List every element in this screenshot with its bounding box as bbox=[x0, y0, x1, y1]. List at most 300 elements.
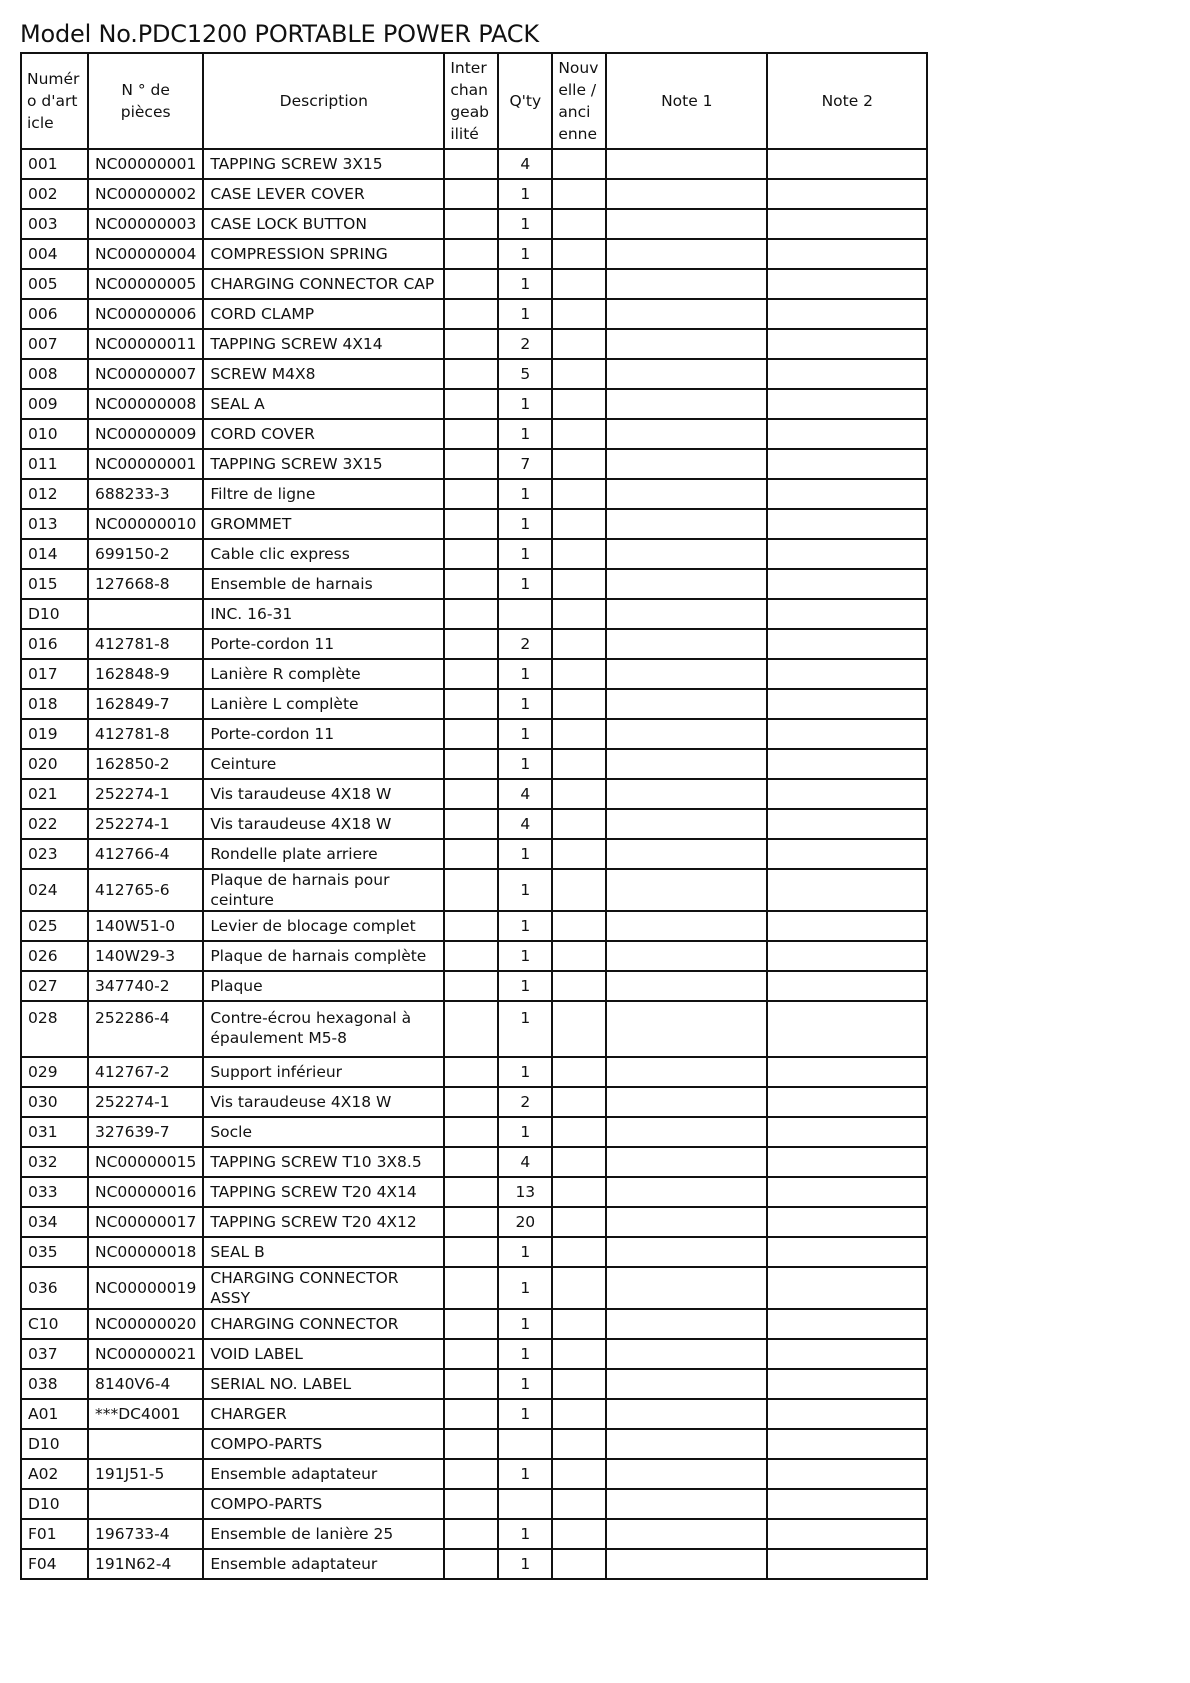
cell-description: Lanière L complète bbox=[203, 689, 444, 719]
cell-description: Vis taraudeuse 4X18 W bbox=[203, 809, 444, 839]
cell-description: TAPPING SCREW T20 4X12 bbox=[203, 1207, 444, 1237]
table-row bbox=[21, 1309, 927, 1339]
cell-qty: 1 bbox=[498, 299, 552, 329]
cell-new-old bbox=[552, 689, 606, 719]
cell-description: Filtre de ligne bbox=[203, 479, 444, 509]
cell-note-2 bbox=[767, 539, 927, 569]
cell-description: SEAL B bbox=[203, 1237, 444, 1267]
cell-interchangeability bbox=[444, 1177, 498, 1207]
cell-part-number: NC00000020 bbox=[88, 1309, 203, 1339]
cell-item-number: 011 bbox=[21, 449, 88, 479]
header-interchangeability: Interchangeabilité bbox=[444, 53, 498, 149]
cell-note-1 bbox=[606, 329, 767, 359]
cell-interchangeability bbox=[444, 719, 498, 749]
cell-item-number: 021 bbox=[21, 779, 88, 809]
cell-qty: 1 bbox=[498, 749, 552, 779]
cell-part-number: NC00000008 bbox=[88, 389, 203, 419]
cell-qty: 1 bbox=[498, 1459, 552, 1489]
cell-note-1 bbox=[606, 629, 767, 659]
cell-qty: 1 bbox=[498, 209, 552, 239]
cell-item-number: 027 bbox=[21, 971, 88, 1001]
table-row bbox=[21, 1399, 927, 1429]
table-row bbox=[21, 809, 927, 839]
cell-description: CHARGING CONNECTOR bbox=[203, 1309, 444, 1339]
cell-note-1 bbox=[606, 539, 767, 569]
table-row bbox=[21, 1519, 927, 1549]
cell-note-1 bbox=[606, 1459, 767, 1489]
cell-note-2 bbox=[767, 869, 927, 911]
cell-item-number: D10 bbox=[21, 599, 88, 629]
cell-interchangeability bbox=[444, 479, 498, 509]
cell-new-old bbox=[552, 911, 606, 941]
table-row bbox=[21, 719, 927, 749]
cell-item-number: 024 bbox=[21, 869, 88, 911]
cell-new-old bbox=[552, 1309, 606, 1339]
table-row bbox=[21, 1429, 927, 1459]
cell-qty: 1 bbox=[498, 1309, 552, 1339]
cell-note-1 bbox=[606, 1429, 767, 1459]
cell-interchangeability bbox=[444, 149, 498, 179]
cell-note-2 bbox=[767, 629, 927, 659]
cell-description: Plaque de harnais pour ceinture bbox=[203, 869, 444, 911]
cell-item-number: 025 bbox=[21, 911, 88, 941]
cell-item-number: 036 bbox=[21, 1267, 88, 1309]
table-row bbox=[21, 629, 927, 659]
cell-part-number: NC00000017 bbox=[88, 1207, 203, 1237]
cell-note-1 bbox=[606, 599, 767, 629]
cell-interchangeability bbox=[444, 359, 498, 389]
cell-note-1 bbox=[606, 719, 767, 749]
cell-new-old bbox=[552, 1429, 606, 1459]
cell-part-number: 412767-2 bbox=[88, 1057, 203, 1087]
cell-note-2 bbox=[767, 209, 927, 239]
cell-description: TAPPING SCREW T20 4X14 bbox=[203, 1177, 444, 1207]
table-row bbox=[21, 359, 927, 389]
cell-qty: 4 bbox=[498, 149, 552, 179]
table-row bbox=[21, 659, 927, 689]
table-row bbox=[21, 179, 927, 209]
cell-interchangeability bbox=[444, 1117, 498, 1147]
cell-note-2 bbox=[767, 1087, 927, 1117]
cell-interchangeability bbox=[444, 1147, 498, 1177]
cell-note-1 bbox=[606, 659, 767, 689]
cell-interchangeability bbox=[444, 1459, 498, 1489]
cell-qty: 1 bbox=[498, 179, 552, 209]
cell-item-number: F04 bbox=[21, 1549, 88, 1579]
table-row bbox=[21, 749, 927, 779]
cell-qty: 7 bbox=[498, 449, 552, 479]
cell-part-number: 412766-4 bbox=[88, 839, 203, 869]
cell-note-1 bbox=[606, 389, 767, 419]
cell-new-old bbox=[552, 599, 606, 629]
cell-note-2 bbox=[767, 1369, 927, 1399]
cell-new-old bbox=[552, 1459, 606, 1489]
cell-description: Porte-cordon 11 bbox=[203, 629, 444, 659]
table-row bbox=[21, 1087, 927, 1117]
cell-part-number: NC00000003 bbox=[88, 209, 203, 239]
cell-note-2 bbox=[767, 749, 927, 779]
cell-description: CORD CLAMP bbox=[203, 299, 444, 329]
cell-qty: 1 bbox=[498, 719, 552, 749]
cell-note-2 bbox=[767, 569, 927, 599]
cell-new-old bbox=[552, 779, 606, 809]
table-row bbox=[21, 1057, 927, 1087]
cell-part-number: 196733-4 bbox=[88, 1519, 203, 1549]
cell-part-number: 412765-6 bbox=[88, 869, 203, 911]
cell-interchangeability bbox=[444, 299, 498, 329]
cell-qty: 1 bbox=[498, 1339, 552, 1369]
cell-qty: 1 bbox=[498, 1519, 552, 1549]
cell-note-1 bbox=[606, 1519, 767, 1549]
cell-item-number: 014 bbox=[21, 539, 88, 569]
cell-interchangeability bbox=[444, 1267, 498, 1309]
table-header-row bbox=[21, 53, 927, 149]
cell-part-number: 140W51-0 bbox=[88, 911, 203, 941]
cell-interchangeability bbox=[444, 839, 498, 869]
cell-qty: 1 bbox=[498, 839, 552, 869]
cell-note-2 bbox=[767, 1489, 927, 1519]
cell-description: CHARGING CONNECTOR ASSY bbox=[203, 1267, 444, 1309]
table-row bbox=[21, 1489, 927, 1519]
cell-description: Ceinture bbox=[203, 749, 444, 779]
cell-new-old bbox=[552, 809, 606, 839]
cell-note-1 bbox=[606, 1369, 767, 1399]
table-row bbox=[21, 779, 927, 809]
cell-note-1 bbox=[606, 299, 767, 329]
table-row bbox=[21, 539, 927, 569]
cell-part-number: 162849-7 bbox=[88, 689, 203, 719]
table-row bbox=[21, 389, 927, 419]
cell-new-old bbox=[552, 359, 606, 389]
cell-new-old bbox=[552, 1267, 606, 1309]
cell-interchangeability bbox=[444, 869, 498, 911]
table-row bbox=[21, 449, 927, 479]
cell-note-2 bbox=[767, 1057, 927, 1087]
cell-part-number: 140W29-3 bbox=[88, 941, 203, 971]
cell-part-number: NC00000002 bbox=[88, 179, 203, 209]
cell-qty: 1 bbox=[498, 239, 552, 269]
table-row bbox=[21, 419, 927, 449]
cell-note-1 bbox=[606, 941, 767, 971]
cell-qty: 1 bbox=[498, 539, 552, 569]
cell-qty: 13 bbox=[498, 1177, 552, 1207]
cell-note-2 bbox=[767, 1519, 927, 1549]
cell-part-number: 191J51-5 bbox=[88, 1459, 203, 1489]
cell-part-number: 252286-4 bbox=[88, 1001, 203, 1057]
cell-qty: 20 bbox=[498, 1207, 552, 1237]
cell-description: Ensemble adaptateur bbox=[203, 1549, 444, 1579]
cell-note-2 bbox=[767, 1399, 927, 1429]
header-qty: Q'ty bbox=[498, 53, 552, 149]
cell-interchangeability bbox=[444, 1087, 498, 1117]
cell-note-1 bbox=[606, 179, 767, 209]
table-row bbox=[21, 1369, 927, 1399]
cell-part-number: 252274-1 bbox=[88, 1087, 203, 1117]
table-row bbox=[21, 239, 927, 269]
cell-interchangeability bbox=[444, 329, 498, 359]
cell-part-number: 688233-3 bbox=[88, 479, 203, 509]
cell-interchangeability bbox=[444, 629, 498, 659]
cell-item-number: 031 bbox=[21, 1117, 88, 1147]
cell-note-2 bbox=[767, 479, 927, 509]
cell-item-number: D10 bbox=[21, 1429, 88, 1459]
cell-item-number: 020 bbox=[21, 749, 88, 779]
cell-interchangeability bbox=[444, 389, 498, 419]
cell-new-old bbox=[552, 839, 606, 869]
cell-qty: 5 bbox=[498, 359, 552, 389]
cell-note-2 bbox=[767, 719, 927, 749]
cell-interchangeability bbox=[444, 971, 498, 1001]
cell-item-number: 009 bbox=[21, 389, 88, 419]
cell-new-old bbox=[552, 1369, 606, 1399]
cell-part-number: NC00000018 bbox=[88, 1237, 203, 1267]
cell-description: Ensemble de lanière 25 bbox=[203, 1519, 444, 1549]
cell-part-number: 252274-1 bbox=[88, 779, 203, 809]
cell-item-number: 012 bbox=[21, 479, 88, 509]
cell-note-1 bbox=[606, 1207, 767, 1237]
cell-part-number: NC00000015 bbox=[88, 1147, 203, 1177]
cell-note-1 bbox=[606, 1237, 767, 1267]
cell-part-number bbox=[88, 599, 203, 629]
cell-note-2 bbox=[767, 839, 927, 869]
cell-note-2 bbox=[767, 1429, 927, 1459]
cell-qty: 1 bbox=[498, 1057, 552, 1087]
cell-item-number: 037 bbox=[21, 1339, 88, 1369]
cell-qty: 1 bbox=[498, 1369, 552, 1399]
cell-part-number: 412781-8 bbox=[88, 719, 203, 749]
cell-note-1 bbox=[606, 449, 767, 479]
cell-part-number bbox=[88, 1429, 203, 1459]
cell-note-2 bbox=[767, 779, 927, 809]
cell-qty: 1 bbox=[498, 269, 552, 299]
cell-item-number: F01 bbox=[21, 1519, 88, 1549]
cell-interchangeability bbox=[444, 689, 498, 719]
cell-description: CASE LOCK BUTTON bbox=[203, 209, 444, 239]
cell-note-2 bbox=[767, 389, 927, 419]
cell-part-number: 699150-2 bbox=[88, 539, 203, 569]
cell-part-number: NC00000007 bbox=[88, 359, 203, 389]
cell-part-number: 8140V6-4 bbox=[88, 1369, 203, 1399]
cell-interchangeability bbox=[444, 1429, 498, 1459]
cell-note-2 bbox=[767, 941, 927, 971]
cell-item-number: 029 bbox=[21, 1057, 88, 1087]
cell-description: Vis taraudeuse 4X18 W bbox=[203, 1087, 444, 1117]
cell-item-number: 015 bbox=[21, 569, 88, 599]
cell-item-number: 035 bbox=[21, 1237, 88, 1267]
cell-note-2 bbox=[767, 971, 927, 1001]
cell-qty: 1 bbox=[498, 479, 552, 509]
cell-item-number: 026 bbox=[21, 941, 88, 971]
header-note-1: Note 1 bbox=[606, 53, 767, 149]
cell-note-2 bbox=[767, 239, 927, 269]
cell-new-old bbox=[552, 1489, 606, 1519]
cell-note-1 bbox=[606, 911, 767, 941]
cell-part-number: NC00000005 bbox=[88, 269, 203, 299]
cell-description: Lanière R complète bbox=[203, 659, 444, 689]
cell-note-1 bbox=[606, 809, 767, 839]
cell-note-1 bbox=[606, 839, 767, 869]
table-row bbox=[21, 1001, 927, 1057]
cell-description: Porte-cordon 11 bbox=[203, 719, 444, 749]
cell-note-2 bbox=[767, 1177, 927, 1207]
cell-note-1 bbox=[606, 1087, 767, 1117]
cell-item-number: 028 bbox=[21, 1001, 88, 1057]
cell-new-old bbox=[552, 1237, 606, 1267]
cell-interchangeability bbox=[444, 1309, 498, 1339]
cell-new-old bbox=[552, 509, 606, 539]
cell-qty: 1 bbox=[498, 509, 552, 539]
cell-part-number: NC00000019 bbox=[88, 1267, 203, 1309]
cell-interchangeability bbox=[444, 1489, 498, 1519]
cell-note-2 bbox=[767, 1117, 927, 1147]
cell-note-2 bbox=[767, 911, 927, 941]
cell-note-2 bbox=[767, 1001, 927, 1057]
cell-new-old bbox=[552, 239, 606, 269]
table-row bbox=[21, 299, 927, 329]
cell-description: Support inférieur bbox=[203, 1057, 444, 1087]
cell-note-2 bbox=[767, 1309, 927, 1339]
cell-new-old bbox=[552, 629, 606, 659]
cell-item-number: 003 bbox=[21, 209, 88, 239]
cell-new-old bbox=[552, 1519, 606, 1549]
parts-table-body bbox=[21, 149, 927, 1579]
parts-table bbox=[20, 52, 928, 1580]
cell-interchangeability bbox=[444, 809, 498, 839]
cell-new-old bbox=[552, 389, 606, 419]
cell-description: CASE LEVER COVER bbox=[203, 179, 444, 209]
cell-new-old bbox=[552, 1087, 606, 1117]
table-row bbox=[21, 1117, 927, 1147]
cell-note-2 bbox=[767, 329, 927, 359]
cell-interchangeability bbox=[444, 179, 498, 209]
cell-note-2 bbox=[767, 1549, 927, 1579]
cell-note-1 bbox=[606, 971, 767, 1001]
cell-description: CHARGER bbox=[203, 1399, 444, 1429]
cell-interchangeability bbox=[444, 1001, 498, 1057]
cell-new-old bbox=[552, 1057, 606, 1087]
cell-qty: 1 bbox=[498, 1001, 552, 1057]
cell-interchangeability bbox=[444, 569, 498, 599]
cell-description: SCREW M4X8 bbox=[203, 359, 444, 389]
cell-note-2 bbox=[767, 659, 927, 689]
cell-note-1 bbox=[606, 479, 767, 509]
cell-qty: 1 bbox=[498, 971, 552, 1001]
cell-description: COMPO-PARTS bbox=[203, 1429, 444, 1459]
cell-description: Cable clic express bbox=[203, 539, 444, 569]
cell-qty: 1 bbox=[498, 389, 552, 419]
cell-item-number: 004 bbox=[21, 239, 88, 269]
cell-part-number: NC00000010 bbox=[88, 509, 203, 539]
cell-item-number: 001 bbox=[21, 149, 88, 179]
cell-note-1 bbox=[606, 1001, 767, 1057]
table-row bbox=[21, 509, 927, 539]
cell-note-1 bbox=[606, 749, 767, 779]
cell-description: COMPRESSION SPRING bbox=[203, 239, 444, 269]
cell-note-1 bbox=[606, 1339, 767, 1369]
table-row bbox=[21, 1207, 927, 1237]
cell-note-2 bbox=[767, 299, 927, 329]
cell-description: Ensemble de harnais bbox=[203, 569, 444, 599]
table-row bbox=[21, 569, 927, 599]
cell-qty: 1 bbox=[498, 911, 552, 941]
table-row bbox=[21, 1177, 927, 1207]
cell-note-1 bbox=[606, 1549, 767, 1579]
cell-description: SEAL A bbox=[203, 389, 444, 419]
cell-item-number: 007 bbox=[21, 329, 88, 359]
cell-interchangeability bbox=[444, 599, 498, 629]
cell-item-number: 005 bbox=[21, 269, 88, 299]
cell-new-old bbox=[552, 419, 606, 449]
cell-item-number: 018 bbox=[21, 689, 88, 719]
cell-new-old bbox=[552, 971, 606, 1001]
cell-note-2 bbox=[767, 1147, 927, 1177]
cell-note-1 bbox=[606, 569, 767, 599]
table-row bbox=[21, 1459, 927, 1489]
cell-description: COMPO-PARTS bbox=[203, 1489, 444, 1519]
table-row bbox=[21, 689, 927, 719]
cell-interchangeability bbox=[444, 419, 498, 449]
table-row bbox=[21, 149, 927, 179]
cell-new-old bbox=[552, 1001, 606, 1057]
cell-description: Plaque de harnais complète bbox=[203, 941, 444, 971]
cell-note-1 bbox=[606, 209, 767, 239]
cell-item-number: 013 bbox=[21, 509, 88, 539]
cell-qty: 1 bbox=[498, 869, 552, 911]
cell-note-1 bbox=[606, 1399, 767, 1429]
cell-part-number: NC00000004 bbox=[88, 239, 203, 269]
cell-note-1 bbox=[606, 1489, 767, 1519]
cell-note-1 bbox=[606, 1267, 767, 1309]
cell-qty: 1 bbox=[498, 941, 552, 971]
cell-note-1 bbox=[606, 869, 767, 911]
cell-part-number: NC00000001 bbox=[88, 449, 203, 479]
cell-new-old bbox=[552, 299, 606, 329]
header-note-2: Note 2 bbox=[767, 53, 927, 149]
cell-interchangeability bbox=[444, 539, 498, 569]
cell-description: SERIAL NO. LABEL bbox=[203, 1369, 444, 1399]
cell-description: CHARGING CONNECTOR CAP bbox=[203, 269, 444, 299]
header-description: Description bbox=[203, 53, 444, 149]
cell-interchangeability bbox=[444, 239, 498, 269]
cell-part-number: NC00000021 bbox=[88, 1339, 203, 1369]
cell-description: TAPPING SCREW 4X14 bbox=[203, 329, 444, 359]
table-row bbox=[21, 971, 927, 1001]
cell-note-1 bbox=[606, 509, 767, 539]
cell-part-number: 347740-2 bbox=[88, 971, 203, 1001]
cell-description: Vis taraudeuse 4X18 W bbox=[203, 779, 444, 809]
cell-interchangeability bbox=[444, 1237, 498, 1267]
table-row bbox=[21, 1267, 927, 1309]
cell-qty bbox=[498, 1489, 552, 1519]
cell-new-old bbox=[552, 1177, 606, 1207]
cell-part-number: NC00000011 bbox=[88, 329, 203, 359]
cell-interchangeability bbox=[444, 1549, 498, 1579]
cell-qty: 1 bbox=[498, 1399, 552, 1429]
cell-interchangeability bbox=[444, 659, 498, 689]
cell-note-1 bbox=[606, 1177, 767, 1207]
cell-interchangeability bbox=[444, 1207, 498, 1237]
cell-qty bbox=[498, 599, 552, 629]
cell-note-2 bbox=[767, 449, 927, 479]
cell-item-number: A02 bbox=[21, 1459, 88, 1489]
cell-new-old bbox=[552, 479, 606, 509]
cell-note-2 bbox=[767, 1339, 927, 1369]
cell-note-1 bbox=[606, 1117, 767, 1147]
cell-part-number: NC00000016 bbox=[88, 1177, 203, 1207]
cell-item-number: 008 bbox=[21, 359, 88, 389]
table-row bbox=[21, 329, 927, 359]
cell-new-old bbox=[552, 209, 606, 239]
